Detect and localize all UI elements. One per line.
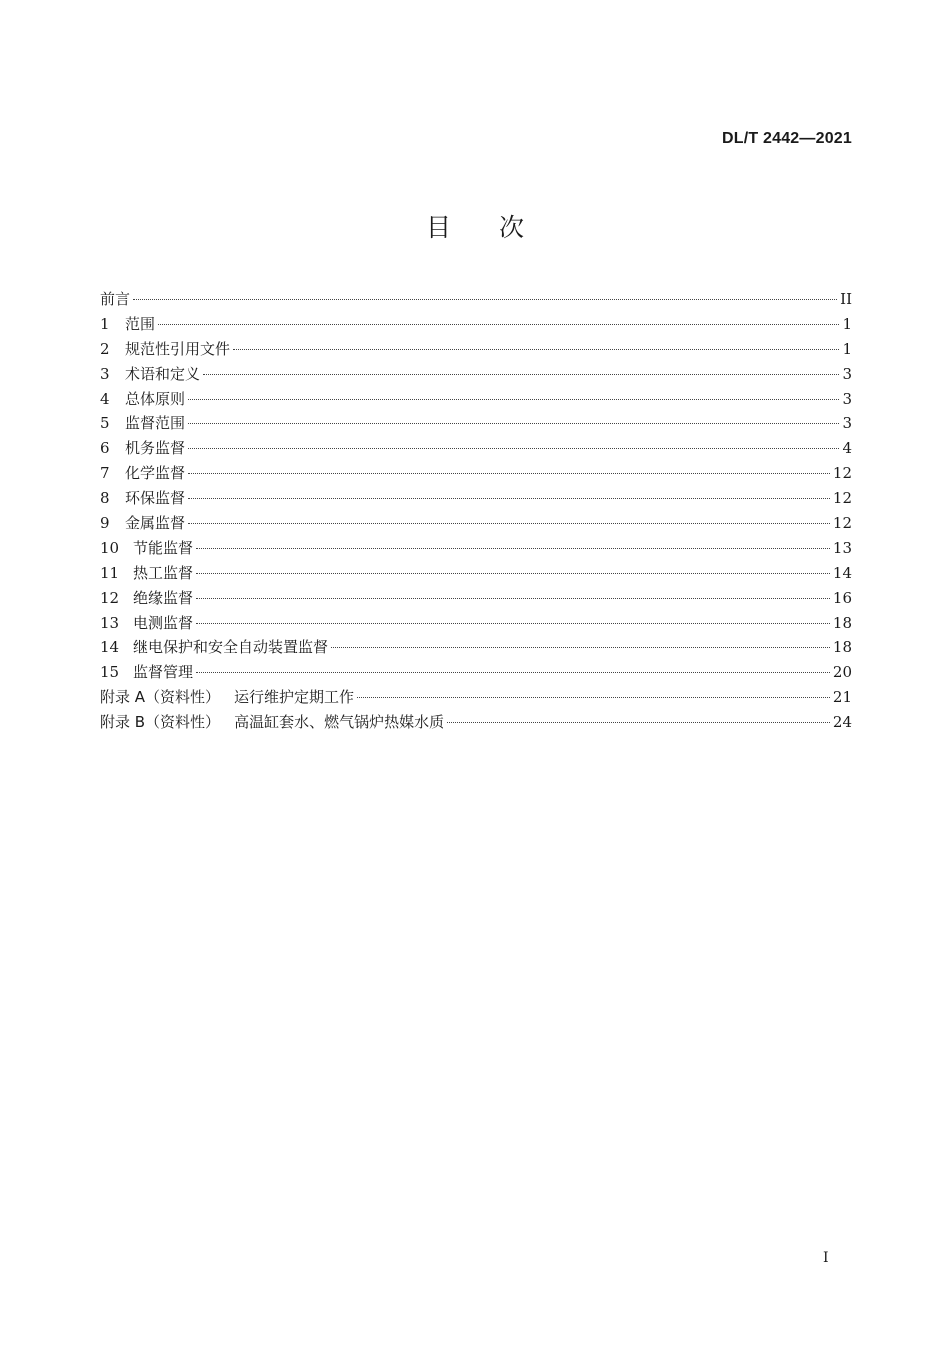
dot-leader xyxy=(196,598,830,599)
toc-page-number: 24 xyxy=(832,713,852,732)
toc-entry-title: 术语和定义 xyxy=(125,364,201,383)
toc-entry-title: 监督管理 xyxy=(133,663,194,682)
toc-entry-title: 前言 xyxy=(100,290,131,308)
dot-leader xyxy=(357,697,830,698)
toc-page-number: 21 xyxy=(832,688,852,707)
toc-entry[interactable] xyxy=(100,636,852,661)
toc-entry-title: 热工监督 xyxy=(133,563,194,582)
toc-entry[interactable] xyxy=(100,313,852,338)
toc-entry[interactable] xyxy=(100,612,852,637)
toc-page-number: 12 xyxy=(832,489,852,508)
dot-leader xyxy=(188,399,839,400)
toc-page-number: 18 xyxy=(832,613,852,632)
toc-section-number: 9 xyxy=(100,514,110,533)
toc-entry-title: 金属监督 xyxy=(125,514,186,533)
toc-section-number: 7 xyxy=(100,464,110,483)
toc-page-number: 1 xyxy=(842,314,852,333)
toc-entry-foreword[interactable] xyxy=(100,288,852,313)
toc-entry[interactable] xyxy=(100,487,852,512)
toc-page-number: II xyxy=(840,290,852,308)
toc-page-number: 14 xyxy=(832,563,852,582)
toc-entry-title: 高温缸套水、燃气锅炉热媒水质 xyxy=(234,713,445,732)
toc-page-number: 12 xyxy=(832,464,852,483)
toc-page-number: 4 xyxy=(842,439,852,458)
page-title: 目次 xyxy=(425,213,572,242)
toc-section-number: 15 xyxy=(100,663,120,682)
footer-page-number: I xyxy=(823,1250,829,1266)
dot-leader xyxy=(188,473,830,474)
dot-leader xyxy=(196,672,830,673)
toc-entry-appendix-b[interactable] xyxy=(100,711,852,736)
toc-page-number: 12 xyxy=(832,514,852,533)
toc-entry-title: 节能监督 xyxy=(133,538,194,557)
toc-section-number: 10 xyxy=(100,538,120,557)
toc-page-number: 16 xyxy=(832,588,852,607)
toc-entry-title: 环保监督 xyxy=(125,489,186,508)
toc-entry[interactable] xyxy=(100,338,852,363)
dot-leader xyxy=(447,722,830,723)
toc-page-number: 20 xyxy=(832,663,852,682)
toc-section-number: 8 xyxy=(100,489,110,508)
toc-entry[interactable] xyxy=(100,388,852,413)
dot-leader xyxy=(158,324,839,325)
toc-entry-title: 运行维护定期工作 xyxy=(234,688,355,707)
standard-number: DL/T 2442—2021 xyxy=(722,130,852,147)
toc-section-number: 5 xyxy=(100,414,110,433)
toc-entry-title: 继电保护和安全自动装置监督 xyxy=(133,638,329,657)
toc-entry-title: 规范性引用文件 xyxy=(125,339,231,358)
toc-entry-title: 总体原则 xyxy=(125,389,186,408)
toc-entry-title: 监督范围 xyxy=(125,414,186,433)
toc-section-number: 12 xyxy=(100,588,120,607)
table-of-contents xyxy=(100,288,852,736)
dot-leader xyxy=(133,299,837,300)
toc-section-number: 14 xyxy=(100,638,120,657)
dot-leader xyxy=(196,623,830,624)
dot-leader xyxy=(196,573,830,574)
toc-section-number: 4 xyxy=(100,389,110,408)
toc-section-number: 1 xyxy=(100,314,110,333)
dot-leader xyxy=(188,498,830,499)
dot-leader xyxy=(203,374,839,375)
toc-entry[interactable] xyxy=(100,512,852,537)
toc-section-number: 3 xyxy=(100,364,110,383)
toc-appendix-number: 附录 B（资料性） xyxy=(100,713,221,732)
toc-page-number: 3 xyxy=(842,364,852,383)
toc-section-number: 13 xyxy=(100,613,120,632)
dot-leader xyxy=(188,448,839,449)
toc-appendix-number: 附录 A（资料性） xyxy=(100,688,221,707)
toc-entry[interactable] xyxy=(100,412,852,437)
toc-entry[interactable] xyxy=(100,562,852,587)
toc-section-number: 11 xyxy=(100,563,120,582)
toc-entry-title: 机务监督 xyxy=(125,439,186,458)
toc-entry-appendix-a[interactable] xyxy=(100,686,852,711)
toc-entry-title: 范围 xyxy=(125,314,156,333)
toc-entry[interactable] xyxy=(100,661,852,686)
toc-page-number: 1 xyxy=(842,339,852,358)
toc-page-number: 13 xyxy=(832,538,852,557)
dot-leader xyxy=(331,647,830,648)
toc-entry[interactable] xyxy=(100,363,852,388)
toc-entry-title: 绝缘监督 xyxy=(133,588,194,607)
dot-leader xyxy=(188,423,839,424)
toc-section-number: 6 xyxy=(100,439,110,458)
toc-entry[interactable] xyxy=(100,437,852,462)
toc-page-number: 18 xyxy=(832,638,852,657)
toc-entry[interactable] xyxy=(100,587,852,612)
toc-entry[interactable] xyxy=(100,462,852,487)
toc-entry-title: 化学监督 xyxy=(125,464,186,483)
dot-leader xyxy=(233,349,839,350)
toc-page-number: 3 xyxy=(842,414,852,433)
dot-leader xyxy=(188,523,830,524)
toc-entry[interactable] xyxy=(100,537,852,562)
toc-section-number: 2 xyxy=(100,339,110,358)
toc-page-number: 3 xyxy=(842,389,852,408)
toc-entry-title: 电测监督 xyxy=(133,613,194,632)
dot-leader xyxy=(196,548,830,549)
